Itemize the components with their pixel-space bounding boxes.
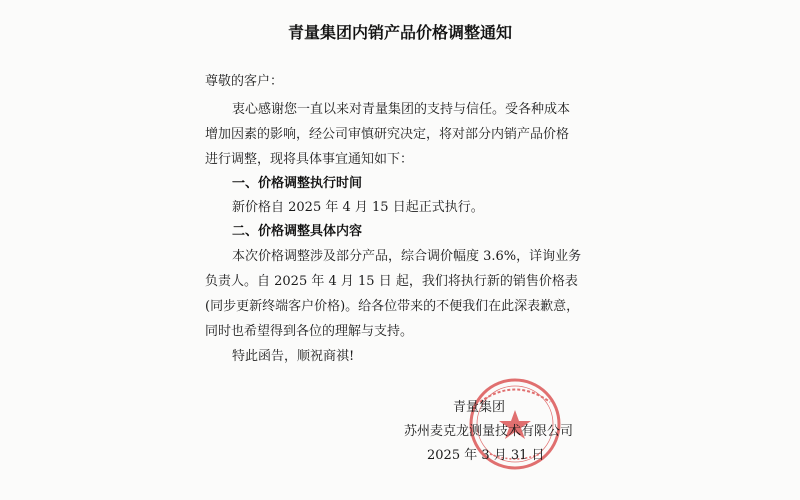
salutation: 尊敬的客户： [205, 74, 284, 89]
signature-company: 苏州麦克龙测量技术有限公司 [404, 424, 574, 439]
section2-line-4: 同时也希望得到各位的理解与支持。 [205, 324, 414, 339]
section2-line-1: 本次价格调整涉及部分产品，综合调价幅度 3.6%，详询业务 [232, 249, 582, 264]
section2-heading: 二、价格调整具体内容 [232, 224, 363, 239]
signature-date: 2025 年 3 月 31 日 [427, 448, 545, 463]
intro-line-1: 衷心感谢您一直以来对青量集团的支持与信任。受各种成本 [232, 102, 571, 117]
section2-line-2: 负责人。自 2025 年 4 月 15 日 起，我们将执行新的销售价格表 [205, 274, 578, 289]
notice-title: 青量集团内销产品价格调整通知 [287, 23, 512, 42]
signature-org: 青量集团 [453, 400, 506, 415]
section1-heading: 一、价格调整执行时间 [232, 176, 363, 191]
intro-line-3: 进行调整，现将具体事宜通知如下： [205, 152, 414, 167]
closing-line: 特此函告，顺祝商祺! [232, 349, 355, 364]
intro-line-2: 增加因素的影响，经公司审慎研究决定，将对部分内销产品价格 [205, 127, 570, 142]
section2-line-3: (同步更新终端客户价格)。给各位带来的不便我们在此深表歉意， [205, 299, 580, 314]
section1-body: 新价格自 2025 年 4 月 15 日起正式执行。 [232, 200, 484, 215]
